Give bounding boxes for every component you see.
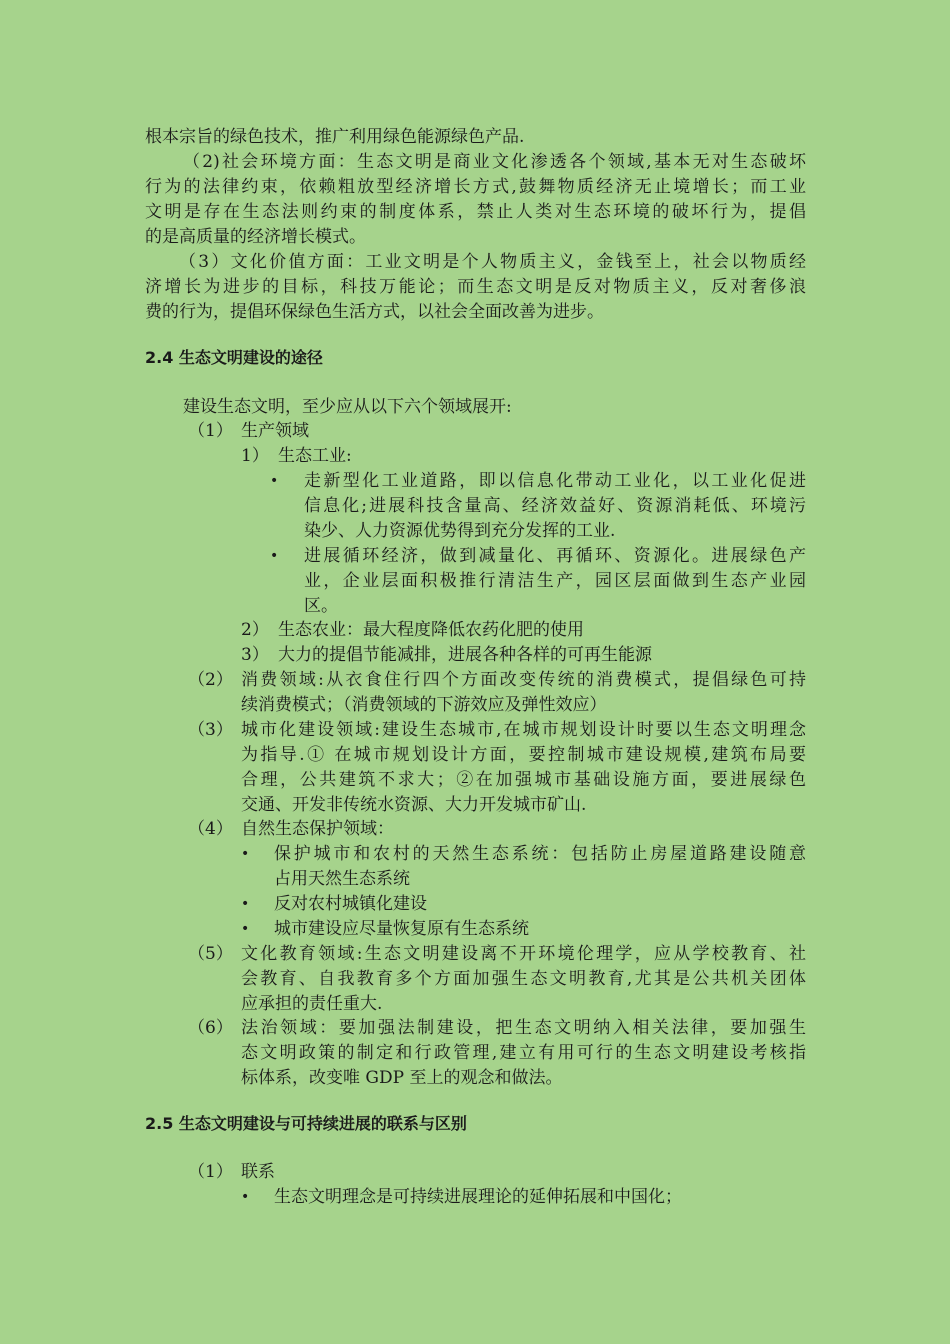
list-number: （5） <box>188 944 233 964</box>
list-number: 3） <box>241 645 269 665</box>
bullet-line: 占用天然生态系统 <box>274 869 410 889</box>
list-item-line: 标体系，改变唯 GDP 至上的观念和做法。 <box>241 1068 563 1088</box>
list-item-label: 生态农业：最大程度降低农药化肥的使用 <box>278 620 584 640</box>
bullet-line: 生态文明理念是可持续进展理论的延伸拓展和中国化； <box>274 1187 682 1207</box>
list-number: 1） <box>241 446 269 466</box>
list-item-line: 续消费模式；（消费领域的下游效应及弹性效应） <box>241 695 607 715</box>
list-number: （1） <box>188 421 233 441</box>
list-item-line: 态文明政策的制定和行政管理,建立有用可行的生态文明建设考核指 <box>241 1043 806 1063</box>
paragraph-line: （2)社会环境方面：生态文明是商业文化渗透各个领域,基本无对生态破坏 <box>183 152 806 172</box>
bullet-icon: • <box>241 896 250 912</box>
list-item-line: 消费领域:从衣食住行四个方面改变传统的消费模式，提倡绿色可持 <box>241 670 806 690</box>
list-item-line: 法治领域：要加强法制建设，把生态文明纳入相关法律，要加强生 <box>241 1018 806 1038</box>
list-item-line: 应承担的责任重大. <box>241 994 383 1014</box>
bullet-line: 城市建设应尽量恢复原有生态系统 <box>274 919 529 939</box>
list-item-line: 合理，公共建筑不求大；②在加强城市基础设施方面，要进展绿色 <box>241 770 806 790</box>
bullet-line: 信息化;进展科技含量高、经济效益好、资源消耗低、环境污 <box>304 496 806 516</box>
bullet-line: 区。 <box>304 596 338 616</box>
list-number: （3） <box>188 720 233 740</box>
bullet-icon: • <box>270 548 279 564</box>
list-item-label: 生产领域 <box>241 421 309 441</box>
bullet-line: 染少、人力资源优势得到充分发挥的工业. <box>304 521 616 541</box>
bullet-line: 业，企业层面积极推行清洁生产，园区层面做到生态产业园 <box>304 571 806 591</box>
list-item-line: 为指导.① 在城市规划设计方面，要控制城市建设规模,建筑布局要 <box>241 745 806 765</box>
bullet-line: 走新型化工业道路，即以信息化带动工业化，以工业化促进 <box>304 471 806 491</box>
list-item-line: 文化教育领域:生态文明建设离不开环境伦理学，应从学校教育、社 <box>241 944 806 964</box>
list-item-label: 自然生态保护领域： <box>241 819 394 839</box>
paragraph-line: 建设生态文明，至少应从以下六个领域展开: <box>183 397 512 417</box>
bullet-icon: • <box>241 1189 250 1205</box>
bullet-line: 保护城市和农村的天然生态系统：包括防止房屋道路建设随意 <box>274 844 806 864</box>
paragraph-line: 根本宗旨的绿色技术，推广利用绿色能源绿色产品. <box>145 127 525 147</box>
list-item-line: 城市化建设领域:建设生态城市,在城市规划设计时要以生态文明理念 <box>241 720 806 740</box>
bullet-icon: • <box>241 846 250 862</box>
list-item-line: 交通、开发非传统水资源、大力开发城市矿山. <box>241 795 587 815</box>
paragraph-line: 行为的法律约束，依赖粗放型经济增长方式,鼓舞物质经济无止境增长；而工业 <box>145 177 806 197</box>
paragraph-line: 文明是存在生态法则约束的制度体系，禁止人类对生态环境的破坏行为，提倡 <box>145 202 806 222</box>
list-number: （2） <box>188 670 233 690</box>
list-item-label: 联系 <box>241 1162 275 1182</box>
list-item-label: 大力的提倡节能减排，进展各种各样的可再生能源 <box>278 645 652 665</box>
list-item-line: 会教育、自我教育多个方面加强生态文明教育,尤其是公共机关团体 <box>241 969 806 989</box>
list-number: （4） <box>188 819 233 839</box>
paragraph-line: 的是高质量的经济增长模式。 <box>145 227 366 247</box>
paragraph-line: （3）文化价值方面：工业文明是个人物质主义，金钱至上，社会以物质经 <box>179 252 806 272</box>
paragraph-line: 济增长为进步的目标，科技万能论；而生态文明是反对物质主义，反对奢侈浪 <box>145 277 806 297</box>
list-item-label: 生态工业: <box>278 446 352 466</box>
list-number: 2） <box>241 620 269 640</box>
bullet-line: 进展循环经济，做到减量化、再循环、资源化。进展绿色产 <box>304 546 806 566</box>
section-heading: 2.5 生态文明建设与可持续进展的联系与区别 <box>145 1114 467 1133</box>
paragraph-line: 费的行为，提倡环保绿色生活方式，以社会全面改善为进步。 <box>145 302 604 322</box>
bullet-line: 反对农村城镇化建设 <box>274 894 427 914</box>
bullet-icon: • <box>270 473 279 489</box>
section-heading: 2.4 生态文明建设的途径 <box>145 348 323 367</box>
bullet-icon: • <box>241 921 250 937</box>
list-number: （1） <box>188 1162 233 1182</box>
list-number: （6） <box>188 1018 233 1038</box>
